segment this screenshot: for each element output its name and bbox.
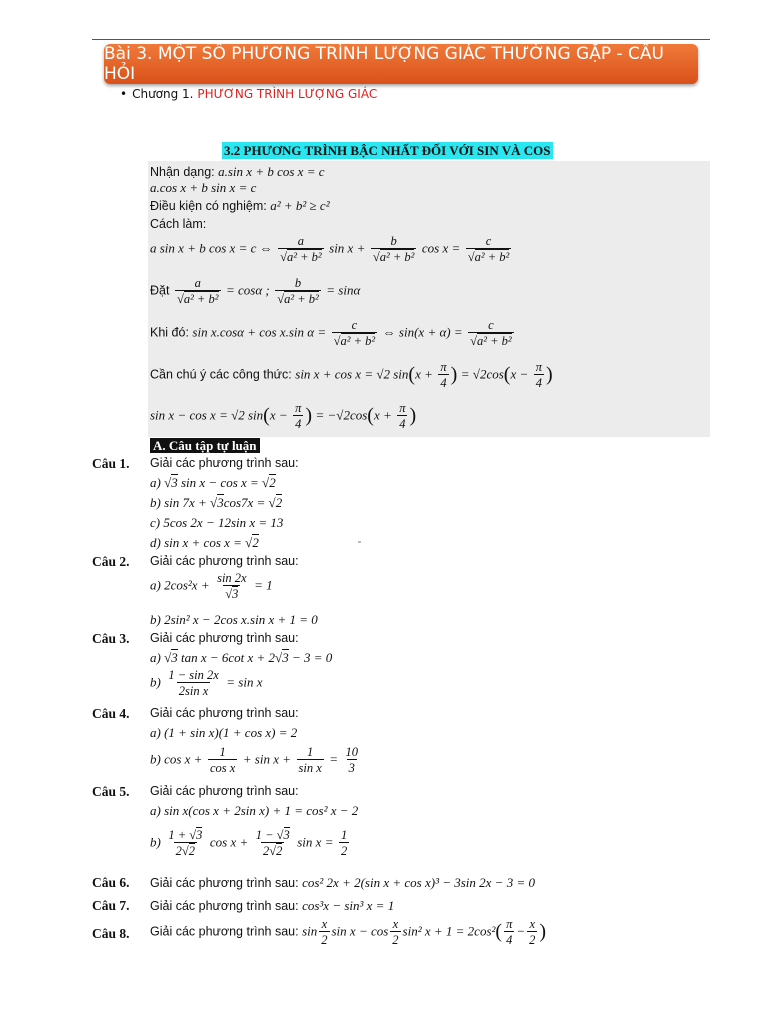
theory-note: Cần chú ý các công thức: sin x + cos x = √2 sin(x + $\frac{\pi}{4}$ ) = √2cos(x − $\frac{\pi}{4}$ ): [150, 360, 553, 390]
question-8-text: Giải các phương trình sau: sin $\frac{x}{2}$ sin x − cos $\frac{x}{2}$ sin² x + 1 = 2cos²( $\frac{\pi}{4}$ − $\frac{x}{2}$ ): [150, 917, 547, 947]
question-1-text: Giải các phương trình sau:: [150, 456, 299, 470]
theory-recognize: Nhận dạng: a.sin x + b cos x = c: [150, 164, 325, 179]
question-6-label: Câu 6.: [92, 875, 130, 890]
question-5-part-b: b) $\frac{1 + √3}{2√2}$ cos x + $\frac{1 - √3}{2√2}$ sin x = $\frac{1}{2}$: [150, 828, 348, 858]
question-6-text: Giải các phương trình sau: cos² 2x + 2(sin x + cos x)³ − 3sin 2x − 3 = 0: [150, 875, 535, 890]
theory-then: Khi đó: sin x.cosα + cos x.sin α = $\frac{c}{\text{√a² + b²}}$ ⇔ sin(x + α) = $\frac{c}{\text{√a² + b²}}$: [150, 318, 512, 348]
question-5-label: Câu 5.: [92, 784, 130, 799]
theory-method-eq: a sin x + b cos x = c ⇔ $\frac{a}{\text{√a² + b²}}$ sin x + $\frac{b}{\text{√a² + b²}}$ cos x = $\frac{c}{\text{√a² + b²}}$: [150, 234, 510, 264]
chapter-name: PHƯƠNG TRÌNH LƯỢNG GIÁC: [197, 87, 378, 101]
header-rule: [92, 39, 710, 40]
chapter-line: [120, 87, 377, 101]
question-7-label: Câu 7.: [92, 898, 130, 913]
theory-condition: Điều kiện có nghiệm: a² + b² ≥ c²: [150, 198, 330, 213]
question-3-text: Giải các phương trình sau:: [150, 631, 299, 645]
question-1-part-d: d) sin x + cos x = √2: [150, 535, 259, 550]
question-4-text: Giải các phương trình sau:: [150, 706, 299, 720]
bullet-icon: •: [120, 87, 128, 101]
question-2-part-a: a) 2cos²x + $\frac{\sin 2x}{√3}$ = 1: [150, 571, 273, 601]
question-3-label: Câu 3.: [92, 631, 130, 646]
lesson-title: Bài 3. MỘT SỐ PHƯƠNG TRÌNH LƯỢNG GIÁC THƯỜNG GẶP - CÂU HỎI: [104, 44, 664, 84]
question-4-part-b: b) cos x + $\frac{1}{\text{cos x}}$ + sin x + $\frac{1}{\text{sin x}}$ = $\frac{10}{3}$: [150, 745, 359, 775]
question-5-text: Giải các phương trình sau:: [150, 784, 299, 798]
stray-mark: [358, 541, 361, 543]
exercise-heading: A. Câu tập tự luận: [150, 438, 260, 453]
question-5-part-a: a) sin x(cos x + 2sin x) + 1 = cos² x − 2: [150, 803, 359, 818]
theory-formula2: sin x − cos x = √2 sin(x − $\frac{\pi}{4}$ ) = −√2cos(x + $\frac{\pi}{4}$ ): [150, 401, 417, 431]
question-1-part-c: c) 5cos 2x − 12sin x = 13: [150, 515, 284, 530]
theory-method-label: Cách làm:: [150, 217, 207, 231]
chapter-prefix: Chương 1.: [132, 87, 194, 101]
question-2-text: Giải các phương trình sau:: [150, 554, 299, 568]
question-1-part-b: b) sin 7x + √3cos7x = √2: [150, 495, 283, 510]
question-7-text: Giải các phương trình sau: cos³x − sin³ x = 1: [150, 898, 395, 913]
question-4-part-a: a) (1 + sin x)(1 + cos x) = 2: [150, 725, 298, 740]
theory-set: Đặt $\frac{a}{\text{√a² + b²}}$ = cosα ; $\frac{b}{\text{√a² + b²}}$ = sinα: [150, 276, 361, 306]
question-2-label: Câu 2.: [92, 554, 130, 569]
question-3-part-b: b) $\frac{1 - \sin 2x}{\text{2sin x}}$ = sin x: [150, 668, 263, 698]
theory-eq2: a.cos x + b sin x = c: [150, 180, 257, 195]
question-1-label: Câu 1.: [92, 456, 130, 471]
lesson-title-banner: [104, 44, 698, 84]
section-title: 3.2 PHƯƠNG TRÌNH BẬC NHẤT ĐỐI VỚI SIN VÀ COS: [224, 143, 551, 158]
question-2-part-b: b) 2sin² x − 2cos x.sin x + 1 = 0: [150, 612, 318, 627]
question-1-part-a: a) √3 sin x − cos x = √2: [150, 475, 276, 490]
question-4-label: Câu 4.: [92, 706, 130, 721]
question-3-part-a: a) √3 tan x − 6cot x + 2√3 − 3 = 0: [150, 650, 333, 665]
question-8-label: Câu 8.: [92, 926, 130, 941]
